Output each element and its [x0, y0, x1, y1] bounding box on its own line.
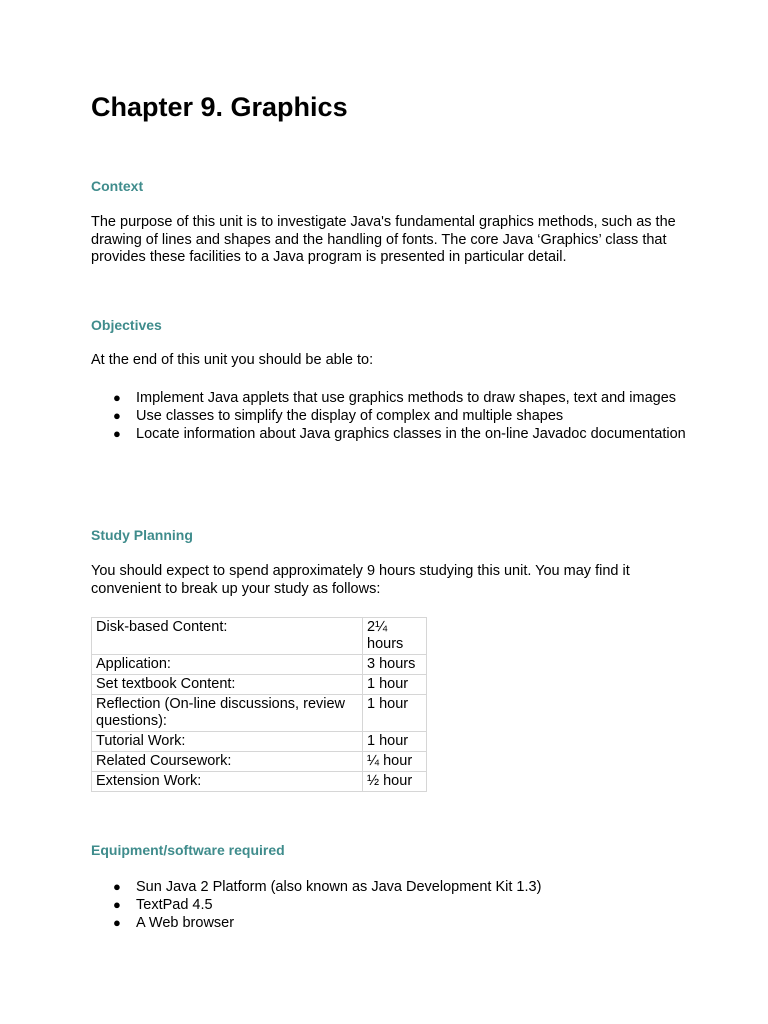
time-cell: 1 hour	[363, 732, 427, 752]
study-planning-heading: Study Planning	[91, 527, 193, 543]
objectives-list	[91, 389, 686, 443]
equipment-list	[91, 878, 686, 932]
bullet-icon: ●	[113, 915, 121, 930]
context-heading: Context	[91, 178, 144, 194]
list-item: ● TextPad 4.5	[113, 897, 213, 913]
objectives-intro: At the end of this unit you should be able to:	[91, 352, 374, 368]
bullet-icon: ●	[113, 408, 121, 423]
time-cell: 2¼ hours	[363, 618, 427, 655]
bullet-icon: ●	[113, 897, 121, 912]
activity-cell: Extension Work:	[92, 772, 363, 792]
activity-cell: Related Coursework:	[92, 752, 363, 772]
bullet-icon: ●	[113, 879, 121, 894]
activity-cell: Tutorial Work:	[92, 732, 363, 752]
time-cell: ¼ hour	[363, 752, 427, 772]
list-item: ● Locate information about Java graphics classes in the on-line Javadoc documentation	[113, 426, 686, 442]
table-row	[92, 732, 427, 752]
activity-cell: Reflection (On-line discussions, review questions):	[92, 695, 363, 732]
bullet-icon: ●	[113, 390, 121, 405]
list-item: ● Implement Java applets that use graphics methods to draw shapes, text and images	[113, 390, 677, 406]
table-row	[92, 675, 427, 695]
table-row	[92, 695, 427, 732]
table-row	[92, 772, 427, 792]
table-row	[92, 618, 427, 655]
activity-cell: Set textbook Content:	[92, 675, 363, 695]
activity-cell: Disk-based Content:	[92, 618, 363, 655]
chapter-title: Chapter 9. Graphics	[91, 92, 348, 122]
list-item: ● Use classes to simplify the display of complex and multiple shapes	[113, 408, 564, 424]
time-cell: 1 hour	[363, 675, 427, 695]
context-paragraph: The purpose of this unit is to investigate Java's fundamental graphics methods, such as the drawing of lines and shapes and the handling of fonts. The core Java ‘Graphics’ class that provides these facilities to a Java program is presented in particular detail.	[91, 214, 676, 265]
study-planning-intro: You should expect to spend approximately 9 hours studying this unit. You may find it convenient to break up your study as follows:	[91, 563, 630, 597]
equipment-heading: Equipment/software required	[91, 842, 285, 858]
list-item: ● Sun Java 2 Platform (also known as Java Development Kit 1.3)	[113, 879, 542, 895]
time-cell: 1 hour	[363, 695, 427, 732]
time-cell: ½ hour	[363, 772, 427, 792]
activity-cell: Application:	[92, 655, 363, 675]
bullet-icon: ●	[113, 426, 121, 441]
table-row	[92, 752, 427, 772]
table-row	[92, 655, 427, 675]
time-cell: 3 hours	[363, 655, 427, 675]
study-plan-table	[91, 617, 427, 792]
list-item: ● A Web browser	[113, 915, 235, 931]
objectives-heading: Objectives	[91, 317, 162, 333]
